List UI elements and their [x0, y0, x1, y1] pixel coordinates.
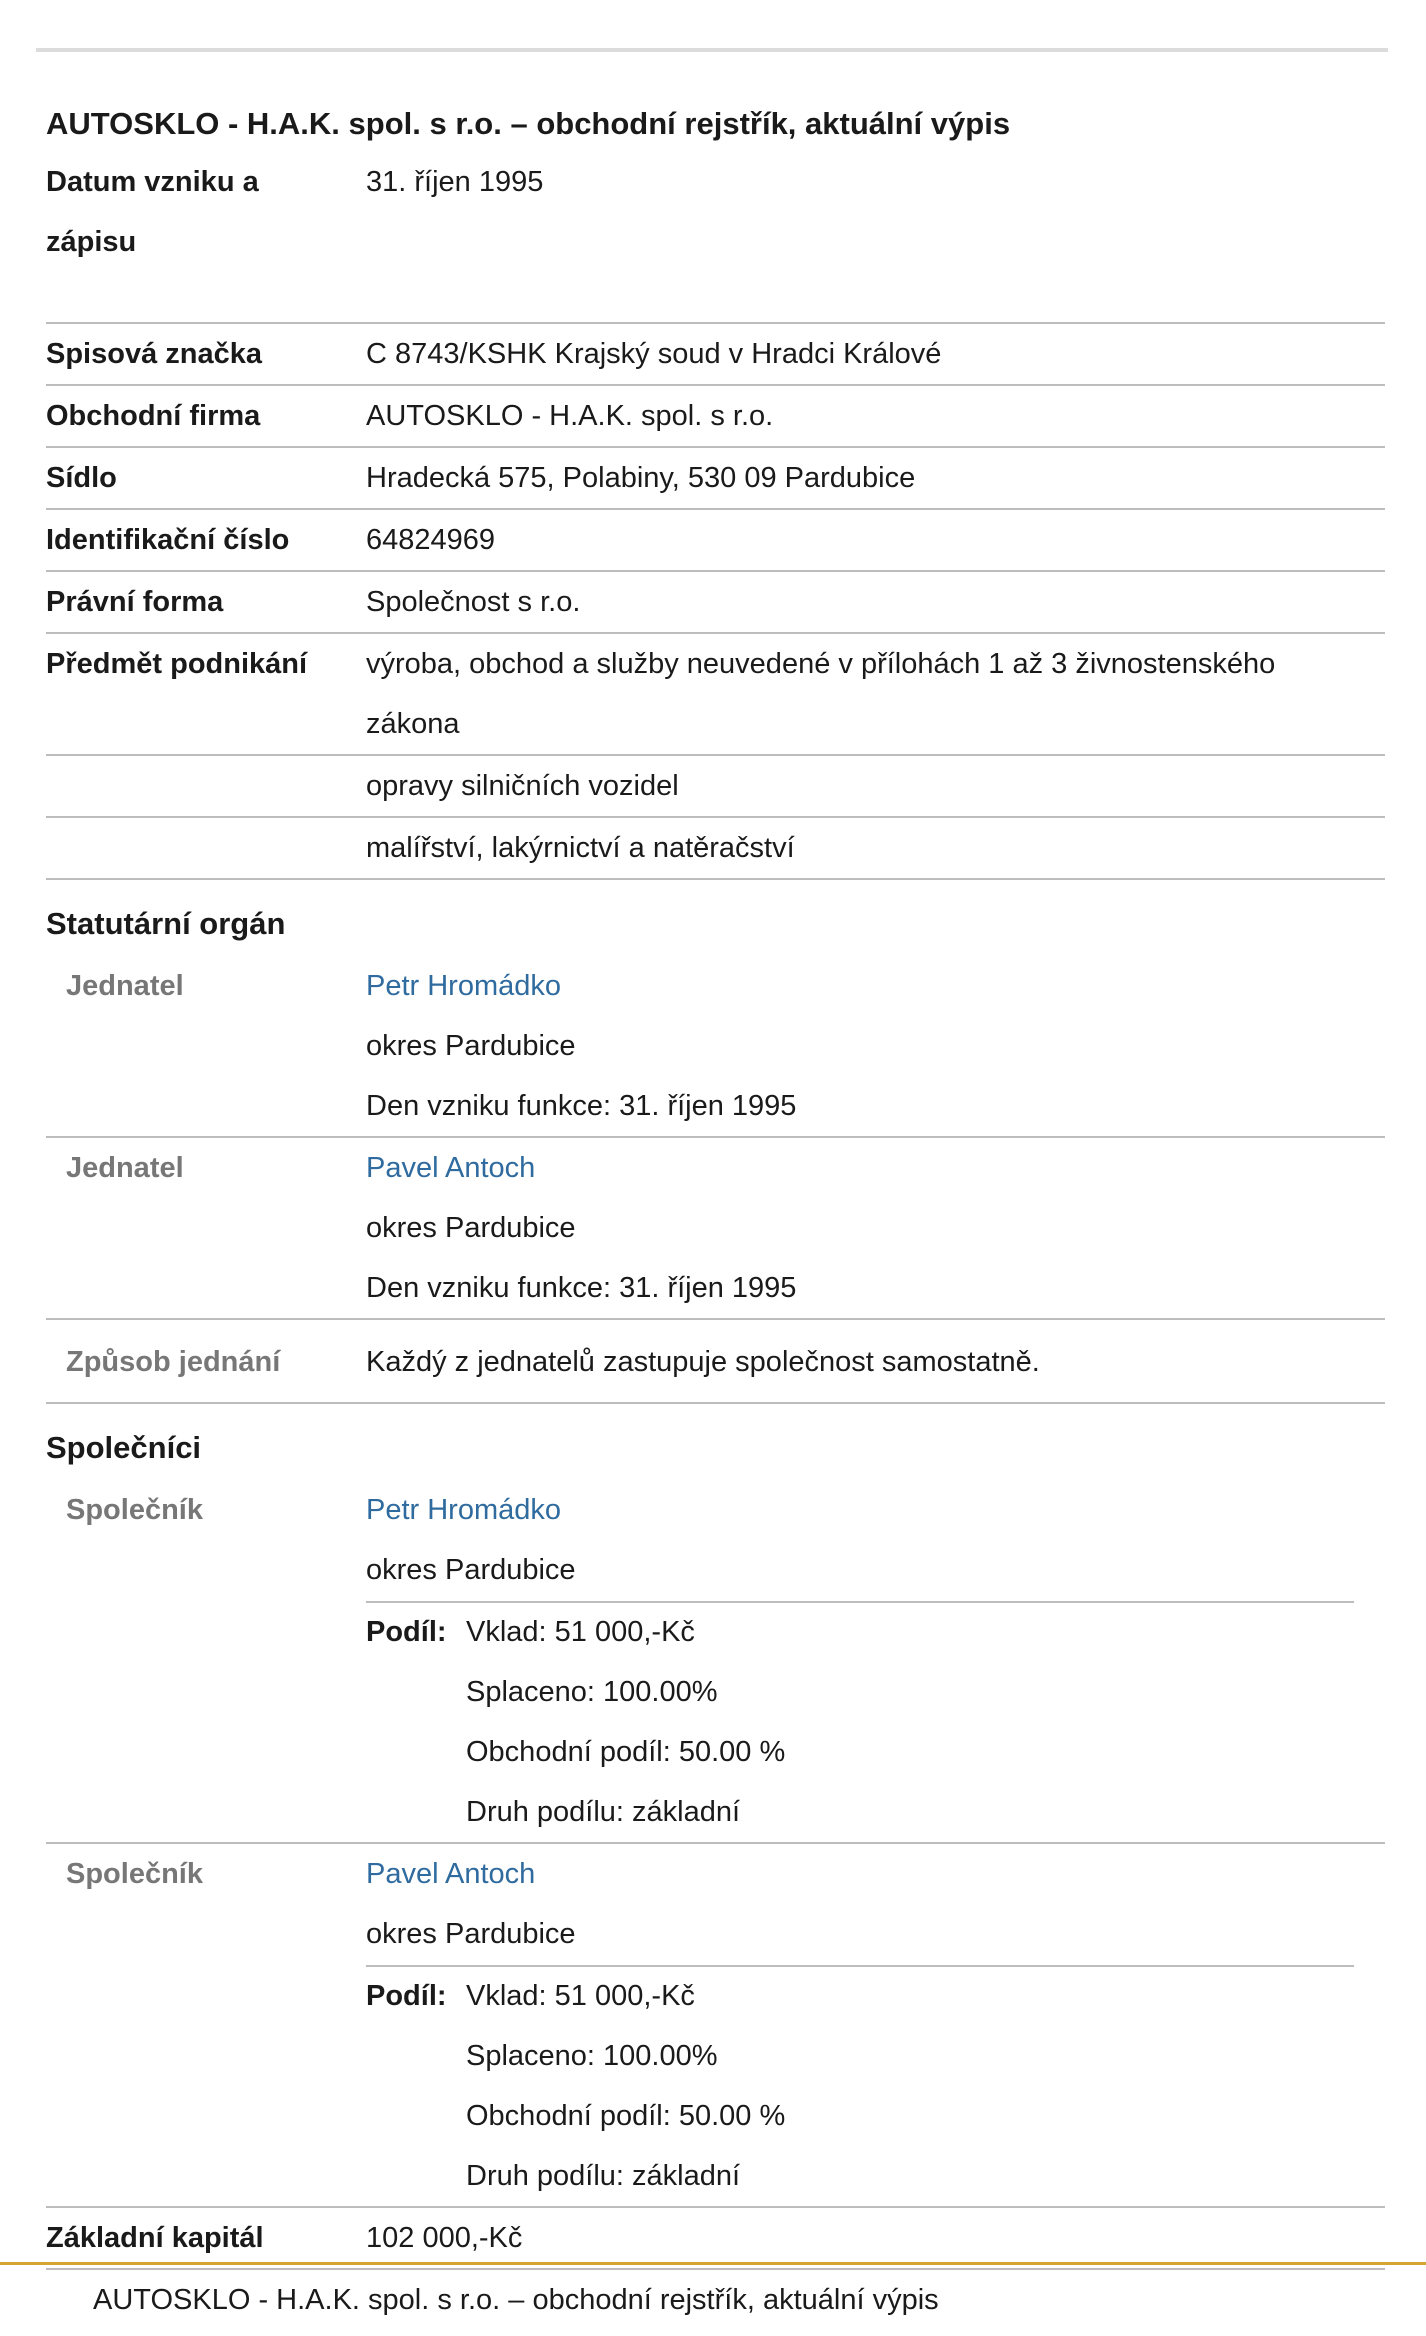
value-sidlo: Hradecká 575, Polabiny, 530 09 Pardubice	[366, 462, 916, 494]
member-since: Den vzniku funkce: 31. říjen 1995	[366, 1272, 797, 1304]
partner-name-link[interactable]: Pavel Antoch	[366, 1858, 536, 1890]
label-zakladni-kapital: Základní kapitál	[46, 2222, 264, 2254]
member-district: okres Pardubice	[366, 1212, 576, 1244]
page-title: AUTOSKLO - H.A.K. spol. s r.o. – obchodní rejstřík, aktuální výpis	[46, 106, 1011, 141]
partner-splaceno: Splaceno: 100.00%	[466, 2040, 718, 2072]
value-zakladni-kapital: 102 000,-Kč	[366, 2222, 523, 2254]
partner-vklad: Vklad: 51 000,-Kč	[466, 1616, 695, 1648]
value-obchodni-firma: AUTOSKLO - H.A.K. spol. s r.o.	[366, 400, 774, 432]
footer-title: AUTOSKLO - H.A.K. spol. s r.o. – obchodní rejstřík, aktuální výpis	[93, 2284, 939, 2316]
section-spolecnici: Společníci	[46, 1430, 202, 1465]
footer-divider	[0, 2262, 1426, 2265]
value-predmet-1a: výroba, obchod a služby neuvedené v přílohách 1 až 3 živnostenského	[366, 648, 1276, 680]
registry-card	[36, 48, 1388, 2254]
value-predmet-2: opravy silničních vozidel	[366, 770, 679, 802]
member-name-link[interactable]: Petr Hromádko	[366, 970, 562, 1002]
row-datum-vzniku	[46, 152, 1385, 324]
label-predmet-podnikani: Předmět podnikání	[46, 648, 308, 680]
member-district: okres Pardubice	[366, 1030, 576, 1062]
value-zpusob-jednani: Každý z jednatelů zastupuje společnost samostatně.	[366, 1346, 1040, 1378]
label-datum-vzniku-2: zápisu	[46, 226, 137, 258]
row-obchodni-firma	[46, 386, 1385, 448]
partner-podil-label: Podíl:	[366, 1980, 447, 2012]
row-zpusob-jednani	[46, 1320, 1385, 1404]
partner-district: okres Pardubice	[366, 1918, 576, 1950]
member-row	[46, 956, 1385, 1138]
label-obchodni-firma: Obchodní firma	[46, 400, 261, 432]
partner-podil-label: Podíl:	[366, 1616, 447, 1648]
member-role: Jednatel	[66, 1152, 184, 1184]
partner-role: Společník	[66, 1494, 203, 1526]
partner-vklad: Vklad: 51 000,-Kč	[466, 1980, 695, 2012]
value-predmet-3: malířství, lakýrnictví a natěračství	[366, 832, 795, 864]
partner-splaceno: Splaceno: 100.00%	[466, 1676, 718, 1708]
label-spisova-znacka: Spisová značka	[46, 338, 262, 370]
partner-district: okres Pardubice	[366, 1554, 576, 1586]
member-role: Jednatel	[66, 970, 184, 1002]
value-datum-vzniku: 31. říjen 1995	[366, 166, 544, 198]
section-statutarni-organ: Statutární orgán	[46, 906, 286, 941]
partner-obchodni-podil: Obchodní podíl: 50.00 %	[466, 1736, 786, 1768]
member-name-link[interactable]: Pavel Antoch	[366, 1152, 536, 1184]
value-ico: 64824969	[366, 524, 496, 556]
row-zakladni-kapital	[46, 2208, 1385, 2270]
row-pravni-forma	[46, 572, 1385, 634]
row-sidlo	[46, 448, 1385, 510]
partner-name-link[interactable]: Petr Hromádko	[366, 1494, 562, 1526]
partner-druh-podilu: Druh podílu: základní	[466, 1796, 741, 1828]
label-zpusob-jednani: Způsob jednání	[66, 1346, 281, 1378]
row-predmet-podnikani-2	[46, 756, 1385, 818]
partner-obchodni-podil: Obchodní podíl: 50.00 %	[466, 2100, 786, 2132]
row-ico	[46, 510, 1385, 572]
partner-role: Společník	[66, 1858, 203, 1890]
label-datum-vzniku-1: Datum vzniku a	[46, 166, 259, 198]
value-predmet-1b: zákona	[366, 708, 460, 740]
value-spisova-znacka: C 8743/KSHK Krajský soud v Hradci Králové	[366, 338, 942, 370]
member-since: Den vzniku funkce: 31. říjen 1995	[366, 1090, 797, 1122]
label-ico: Identifikační číslo	[46, 524, 290, 556]
label-sidlo: Sídlo	[46, 462, 117, 494]
member-row	[46, 1138, 1385, 1320]
value-pravni-forma: Společnost s r.o.	[366, 586, 581, 618]
label-pravni-forma: Právní forma	[46, 586, 224, 618]
partner-row	[46, 1480, 1385, 1844]
row-spisova-znacka	[46, 324, 1385, 386]
partner-row	[46, 1844, 1385, 2208]
partner-druh-podilu: Druh podílu: základní	[466, 2160, 741, 2192]
row-predmet-podnikani-3	[46, 818, 1385, 880]
row-predmet-podnikani-1	[46, 634, 1385, 756]
